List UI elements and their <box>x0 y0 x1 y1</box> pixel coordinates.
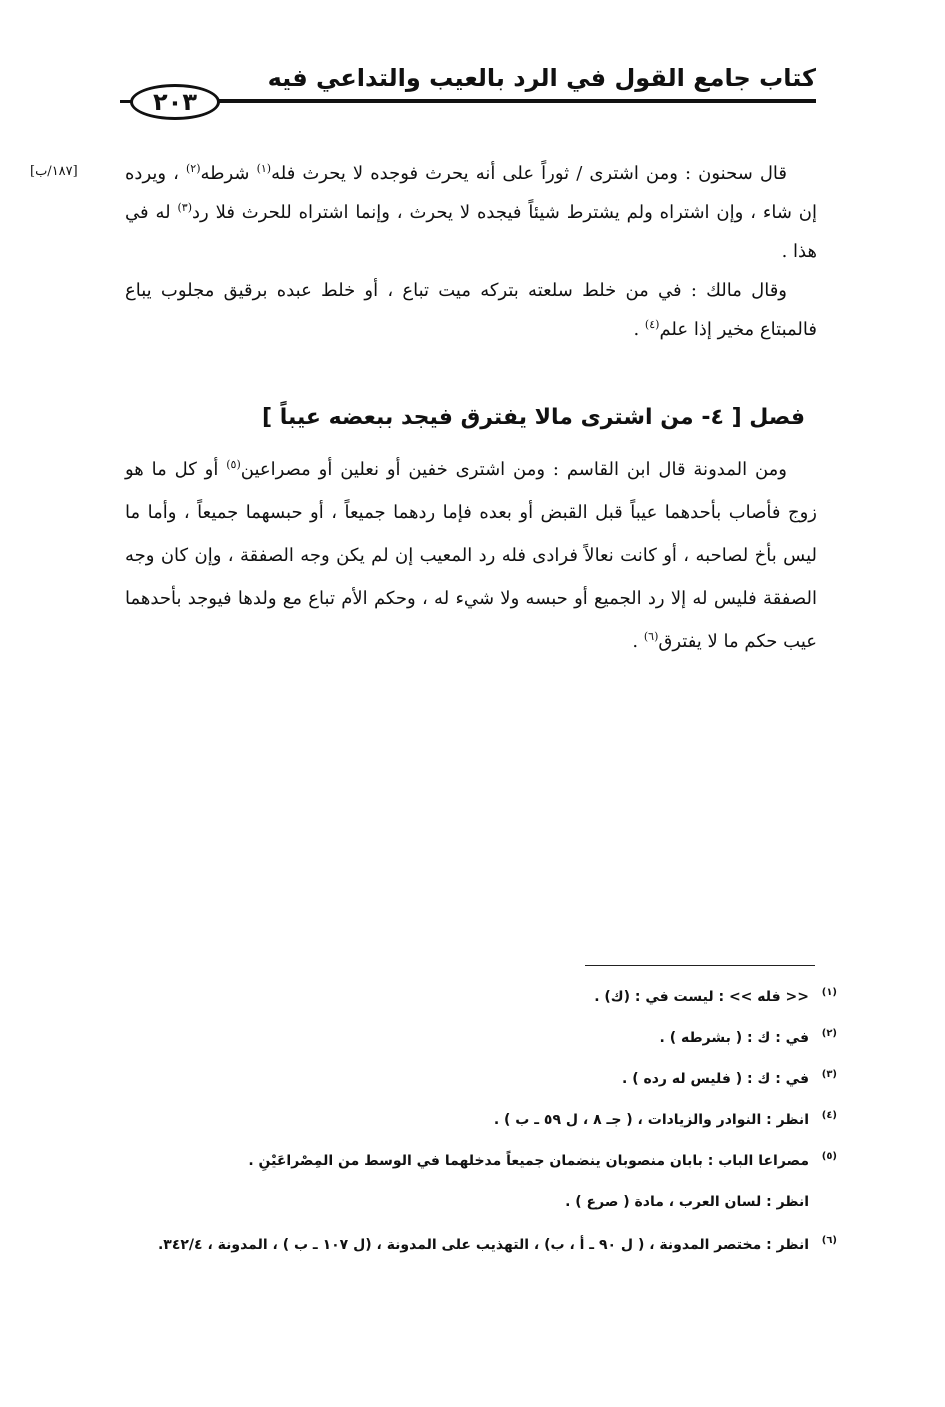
footnote <box>117 1105 837 1146</box>
footnote-continuation <box>117 1187 837 1230</box>
footnote-number: (٥) <box>821 1151 837 1162</box>
running-header <box>118 64 816 114</box>
footnote-text: في : ك : ( فليس له رده ) . <box>622 1071 809 1087</box>
paragraph-text: شرطه <box>200 163 257 184</box>
footnote-number: (٤) <box>821 1110 837 1121</box>
paragraph-text: له في هذا . <box>125 202 817 262</box>
section-body <box>125 448 817 663</box>
paragraph-text: أو كل ما هو زوج فأصاب بأحدهما عيباً قبل القبض أو بعده فإما ردهما جميعاً ، أو حبسهما جميعاً ، وأما ما ليس بأخ لصاحبه ، أو كانت نعالاً فرادى فله رد المعيب إن لم يكن وجه الصفقة ، وإن كان وجه الصفقة فليس له إلا رد الجميع أو حبسه ولا شيء له ، وحكم الأم تباع مع ولدها فيوجد بأحدهما عيب حكم ما لا يفترق <box>125 459 817 652</box>
footnote-ref: (٣) <box>177 201 192 214</box>
footnote-number: (٢) <box>821 1028 837 1039</box>
footnote-text: في : ك : ( بشرطه ) . <box>659 1030 809 1046</box>
paragraph-text: ، ويرده إن شاء ، وإن اشتراه ولم يشترط شيئاً فيجده لا يحرث ، وإنما اشتراه للحرث فلا رد <box>125 163 817 223</box>
paragraph-text: ومن المدونة قال ابن القاسم : ومن اشترى خفين أو نعلين أو مصراعين <box>240 459 787 480</box>
header-rule <box>200 99 816 103</box>
footnote <box>117 1064 837 1105</box>
footnote-number: (٦) <box>821 1235 837 1246</box>
paragraph-sahnun <box>125 154 817 271</box>
footnotes <box>117 982 837 1271</box>
footnote-text: << فله >> : ليست في : (ك) . <box>594 989 809 1005</box>
paragraph-mudawwana <box>125 448 817 663</box>
footnote <box>117 1146 837 1187</box>
footnote-number: (١) <box>821 987 837 998</box>
footnote-ref: (٦) <box>643 630 659 643</box>
footnote <box>117 1230 837 1271</box>
paragraph-malik <box>125 271 817 349</box>
folio-mark: [١٨٧/ب] <box>30 164 78 179</box>
paragraph-text: قال سحنون : ومن اشترى / ثوراً على أنه يحرث فوجده لا يحرث فله <box>271 163 787 184</box>
header-title: كتاب جامع القول في الرد بالعيب والتداعي فيه <box>267 64 816 92</box>
footnote-ref: (٤) <box>644 318 660 331</box>
footnote-ref: (٢) <box>186 162 201 175</box>
footnote-number: (٣) <box>821 1069 837 1080</box>
footnote <box>117 1023 837 1064</box>
paragraph-text: . <box>633 319 645 340</box>
footnote-text: انظر : مختصر المدونة ، ( ل ٩٠ ـ أ ، ب) ، التهذيب على المدونة ، (ل ١٠٧ ـ ب ) ، المدونة ، ٣٤٢/٤. <box>157 1237 809 1253</box>
section-heading: فصل [ ٤- من اشترى مالا يفترق فيجد ببعضه عيباً ] <box>262 405 805 430</box>
footnote-text: انظر : النوادر والزيادات ، ( جـ ٨ ، ل ٥٩ ـ ب ) . <box>493 1112 809 1128</box>
footnote-ref: (٥) <box>226 458 241 471</box>
footnote-separator <box>585 965 815 966</box>
page-number: ٢٠٣ <box>130 84 220 120</box>
paragraph-text: . <box>632 631 644 652</box>
paragraph-text: وقال مالك : في من خلط سلعته بتركه ميت تباع ، أو خلط عبده برقيق مجلوب يباع فالمبتاع مخير إذا علم <box>125 280 817 340</box>
footnote-ref: (١) <box>256 162 272 175</box>
body-text <box>125 154 817 349</box>
footnote-text: انظر : لسان العرب ، مادة ( صرع ) . <box>565 1194 809 1210</box>
footnote <box>117 982 837 1023</box>
footnote-text: مصراعا الباب : بابان منصوبان ينضمان جميعاً مدخلهما في الوسط من المِصْراعَيْنِ . <box>248 1153 809 1169</box>
